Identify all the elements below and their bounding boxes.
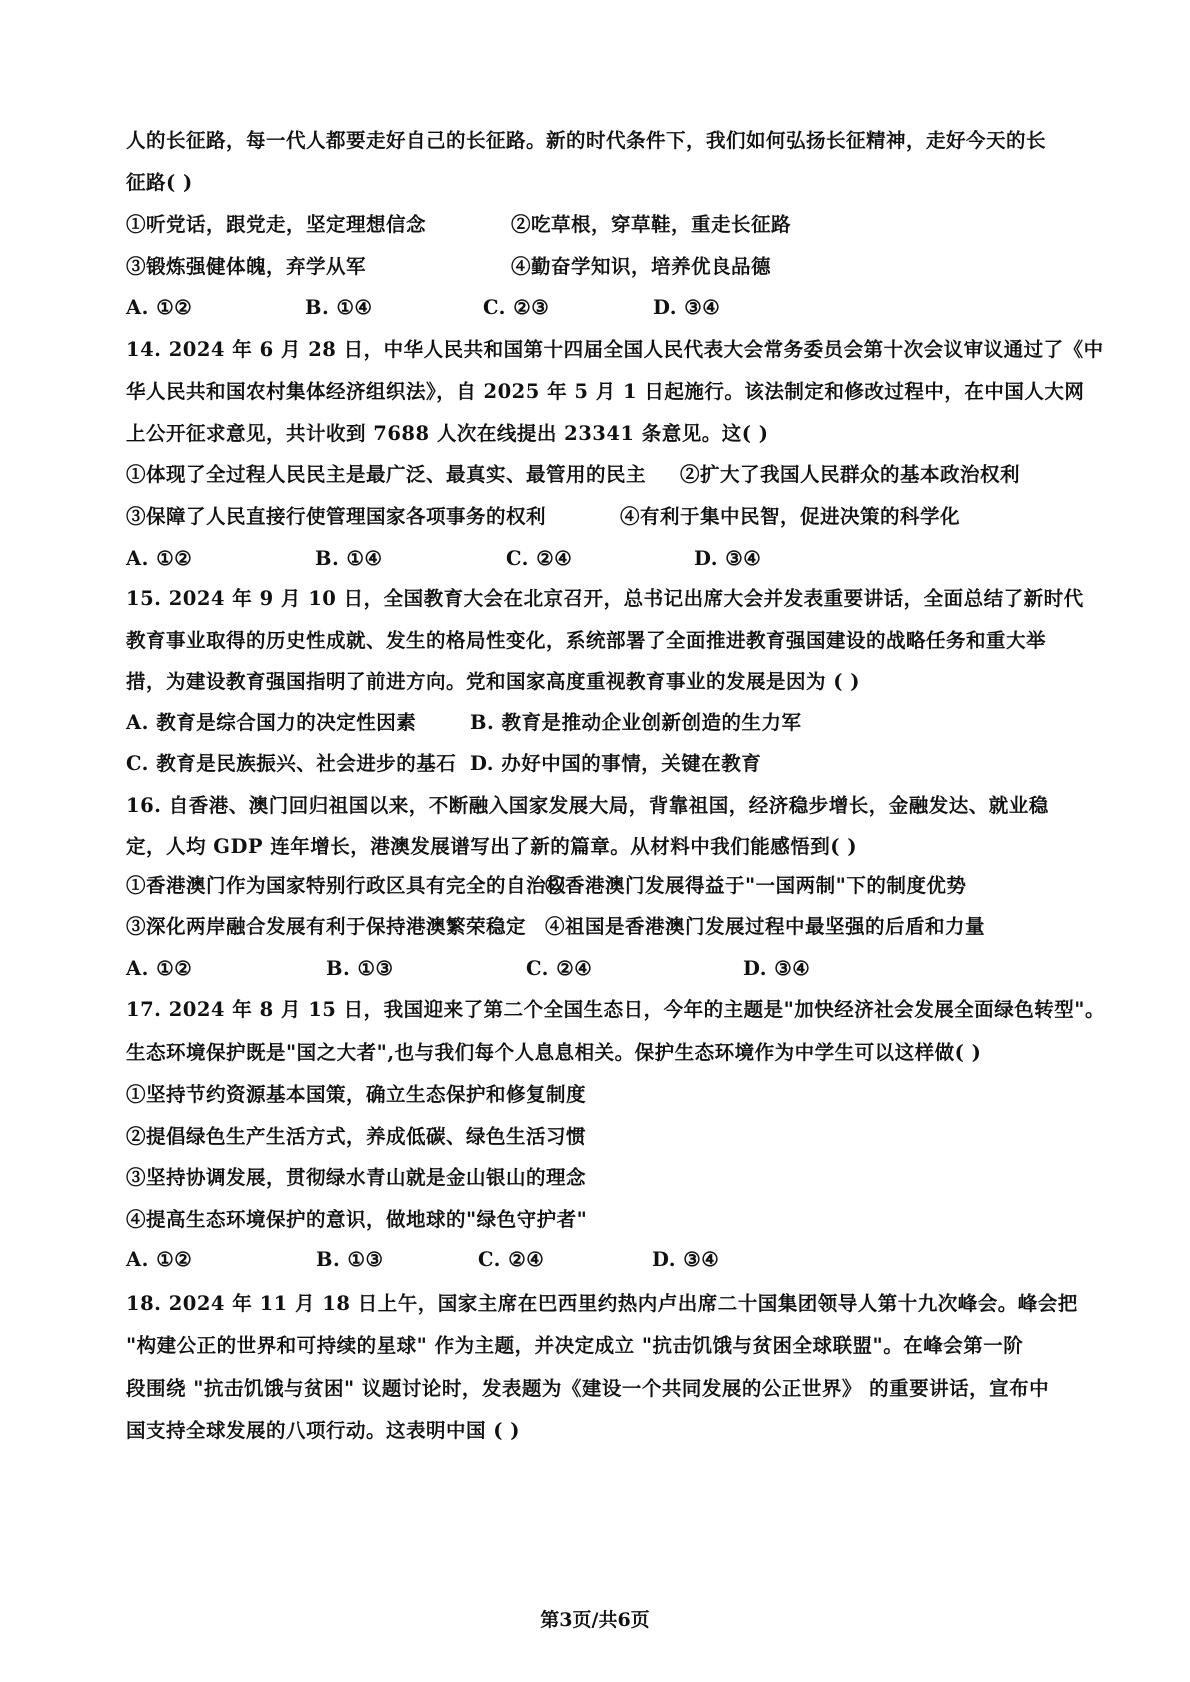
q16-option-3: ③深化两岸融合发展有利于保持港澳繁荣稳定 — [126, 915, 527, 938]
q13-stem-line-1: 人的长征路，每一代人都要走好自己的长征路。新的时代条件下，我们如何弘扬长征精神，走好今天的长 — [126, 129, 1047, 152]
q14-choice-b: B. ①④ — [315, 547, 383, 570]
q17-stem-line-1: 17. 2024 年 8 月 15 日，我国迎来了第二个全国生态日，今年的主题是"加快经济社会发展全面绿色转型"。 — [126, 998, 1105, 1021]
q13-stem-line-2: 征路( ) — [126, 171, 193, 194]
q15-option-d: D. 办好中国的事情，关键在教育 — [470, 752, 762, 775]
q14-choice-d: D. ③④ — [694, 547, 762, 570]
q17-choice-b: B. ①③ — [316, 1248, 384, 1271]
q13-option-3: ③锻炼强健体魄，弃学从军 — [126, 255, 367, 278]
q16-option-4: ④祖国是香港澳门发展过程中最坚强的后盾和力量 — [545, 915, 986, 938]
q14-option-2: ②扩大了我国人民群众的基本政治权利 — [680, 463, 1021, 486]
q15-stem-line-3: 措，为建设教育强国指明了前进方向。党和国家高度重视教育事业的发展是因为 ( ) — [126, 670, 861, 693]
q17-choice-d: D. ③④ — [652, 1248, 720, 1271]
q16-choice-d: D. ③④ — [743, 957, 811, 980]
q17-choice-c: C. ②④ — [478, 1248, 545, 1271]
q16-choice-c: C. ②④ — [526, 957, 593, 980]
q13-option-1: ①听党话，跟党走，坚定理想信念 — [126, 213, 427, 236]
q16-option-2: ②香港澳门发展得益于"一国两制"下的制度优势 — [545, 874, 967, 897]
q16-choice-a: A. ①② — [126, 957, 193, 980]
q14-stem-line-3: 上公开征求意见，共计收到 7688 人次在线提出 23341 条意见。这( ) — [126, 422, 769, 445]
q13-option-4: ④勤奋学知识，培养优良品德 — [511, 255, 772, 278]
q14-choice-a: A. ①② — [126, 547, 193, 570]
q17-option-1: ①坚持节约资源基本国策，确立生态保护和修复制度 — [126, 1083, 587, 1106]
q16-option-1: ①香港澳门作为国家特别行政区具有完全的自治权 — [126, 874, 567, 897]
q13-choice-c: C. ②③ — [483, 296, 550, 319]
q14-option-1: ①体现了全过程人民民主是最广泛、最真实、最管用的民主 — [126, 463, 647, 486]
q13-choice-d: D. ③④ — [653, 296, 721, 319]
page-number: 第3页/共6页 — [540, 1609, 650, 1631]
q15-stem-line-1: 15. 2024 年 9 月 10 日，全国教育大会在北京召开，总书记出席大会并发表重要讲话，全面总结了新时代 — [126, 587, 1084, 610]
q14-stem-line-2: 华人民共和国农村集体经济组织法》，自 2025 年 5 月 1 日起施行。该法制定和修改过程中，在中国人大网 — [126, 380, 1085, 403]
q15-option-c: C. 教育是民族振兴、社会进步的基石 — [126, 752, 457, 775]
q14-choice-c: C. ②④ — [506, 547, 573, 570]
q17-option-3: ③坚持协调发展，贯彻绿水青山就是金山银山的理念 — [126, 1166, 587, 1189]
q16-stem-line-1: 16. 自香港、澳门回归祖国以来，不断融入国家发展大局，背靠祖国，经济稳步增长，金融发达、就业稳 — [126, 794, 1049, 817]
q16-choice-b: B. ①③ — [326, 957, 394, 980]
q14-option-4: ④有利于集中民智，促进决策的科学化 — [620, 505, 961, 528]
q17-option-4: ④提高生态环境保护的意识，做地球的"绿色守护者" — [126, 1208, 588, 1231]
q13-option-2: ②吃草根，穿草鞋，重走长征路 — [511, 213, 792, 236]
q16-stem-line-2: 定，人均 GDP 连年增长，港澳发展谱写出了新的篇章。从材料中我们能感悟到( ) — [126, 835, 858, 858]
q18-stem-line-3: 段围绕 "抗击饥饿与贫困" 议题讨论时，发表题为《建设一个共同发展的公正世界》 的重要讲话，宣布中 — [126, 1377, 1050, 1400]
q18-stem-line-1: 18. 2024 年 11 月 18 日上午，国家主席在巴西里约热内卢出席二十国集团领导人第十九次峰会。峰会把 — [126, 1292, 1078, 1315]
q17-stem-line-2: 生态环境保护既是"国之大者",也与我们每个人息息相关。保护生态环境作为中学生可以这样做( ) — [126, 1041, 982, 1064]
q15-stem-line-2: 教育事业取得的历史性成就、发生的格局性变化，系统部署了全面推进教育强国建设的战略任务和重大举 — [126, 629, 1047, 652]
q17-option-2: ②提倡绿色生产生活方式，养成低碳、绿色生活习惯 — [126, 1125, 587, 1148]
q13-choice-a: A. ①② — [126, 296, 193, 319]
q18-stem-line-2: "构建公正的世界和可持续的星球" 作为主题，并决定成立 "抗击饥饿与贫困全球联盟"。在峰会第一阶 — [126, 1334, 1024, 1357]
q13-choice-b: B. ①④ — [305, 296, 373, 319]
q15-option-b: B. 教育是推动企业创新创造的生力军 — [470, 711, 802, 734]
q15-option-a: A. 教育是综合国力的决定性因素 — [126, 711, 417, 734]
q18-stem-line-4: 国支持全球发展的八项行动。这表明中国 ( ) — [126, 1419, 521, 1442]
q14-option-3: ③保障了人民直接行使管理国家各项事务的权利 — [126, 505, 547, 528]
q17-choice-a: A. ①② — [126, 1248, 193, 1271]
q14-stem-line-1: 14. 2024 年 6 月 28 日，中华人民共和国第十四届全国人民代表大会常务委员会第十次会议审议通过了《中 — [126, 338, 1104, 361]
